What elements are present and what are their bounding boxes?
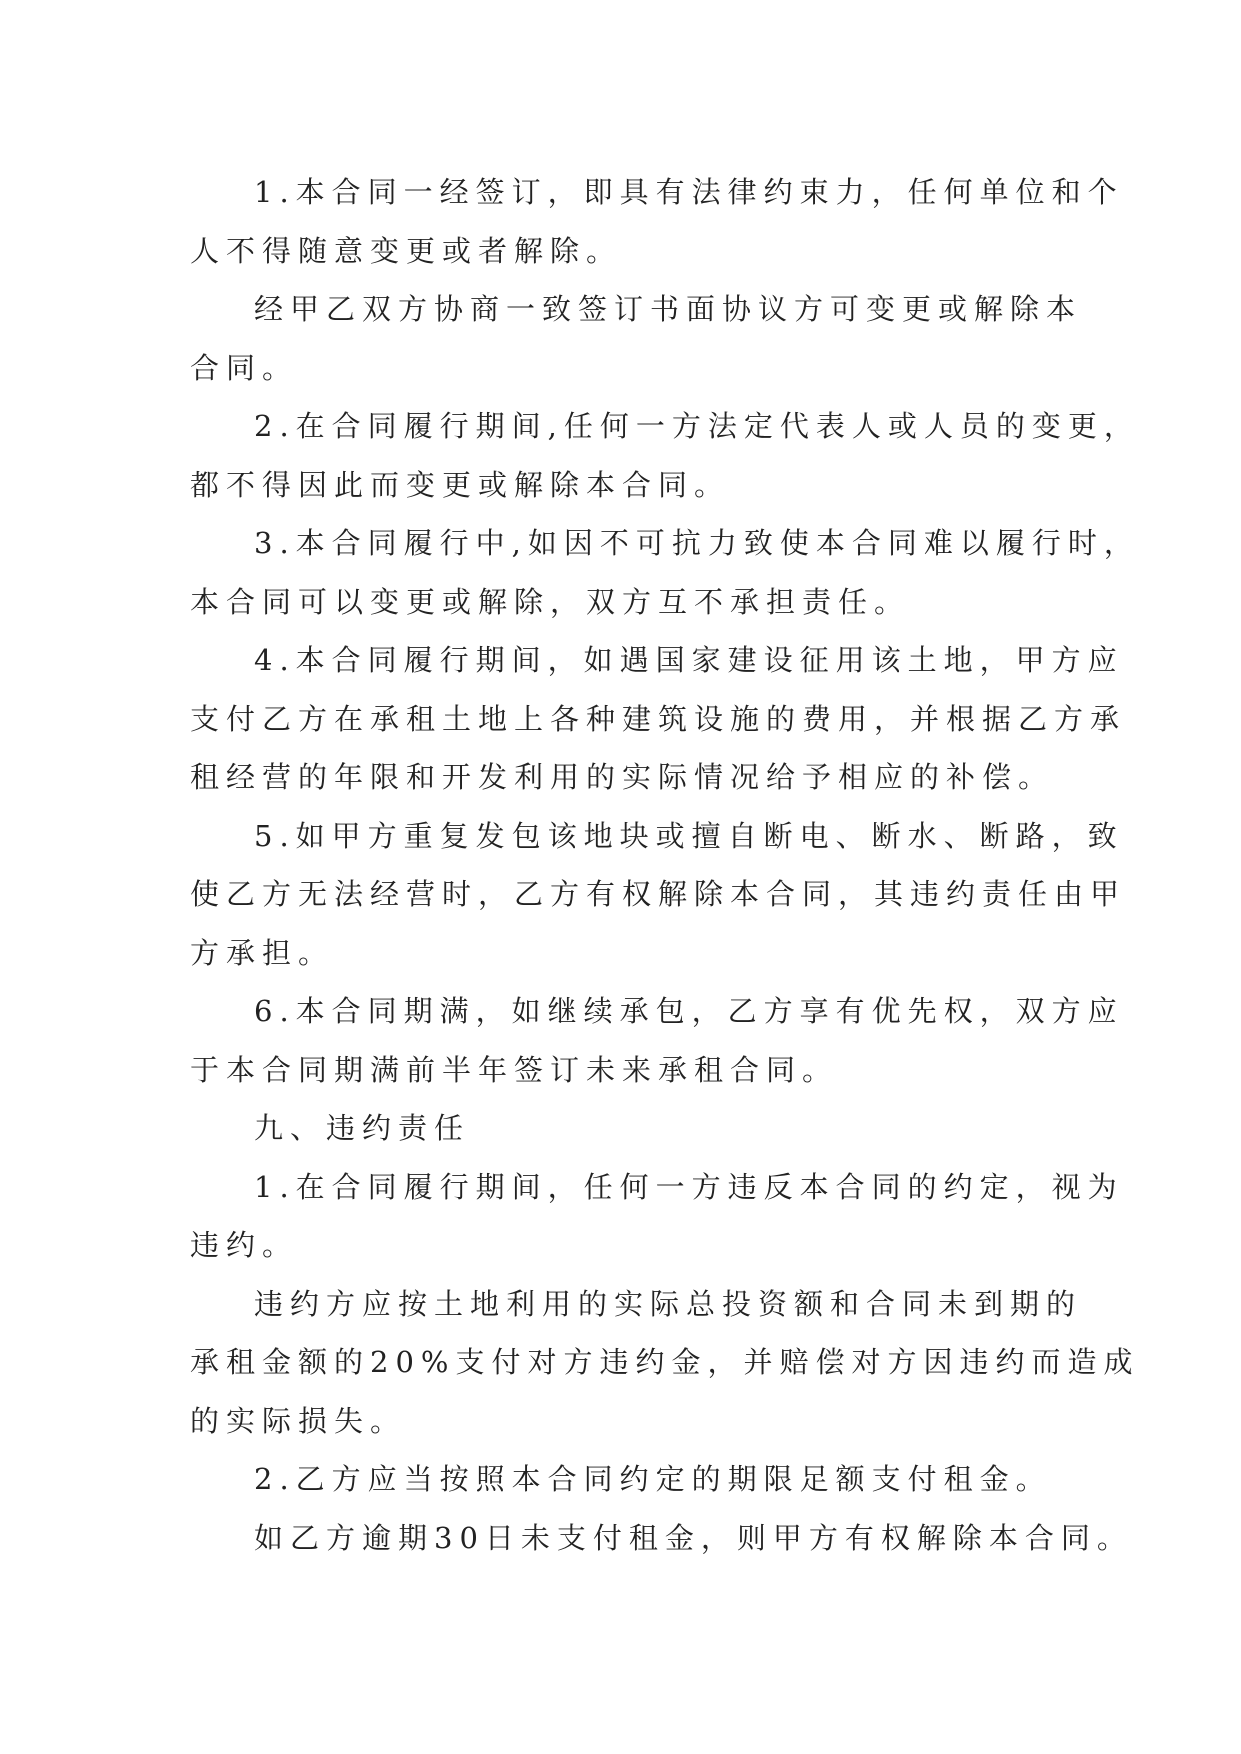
text-line: 的实际损失。 bbox=[190, 1403, 407, 1438]
paragraph-1 bbox=[190, 163, 1124, 280]
section-heading bbox=[190, 1099, 1090, 1158]
text-line: 违约。 bbox=[190, 1228, 299, 1262]
text-line: 违约方应按土地利用的实际总投资额和合同未到期的 bbox=[254, 1286, 1083, 1321]
paragraph-9 bbox=[190, 1158, 1124, 1275]
paragraph-7 bbox=[190, 982, 1124, 1099]
text-line: 2.乙方应当按照本合同约定的期限足额支付租金。 bbox=[254, 1462, 1052, 1496]
paragraph-5 bbox=[190, 631, 1127, 807]
text-line: 支付乙方在承租土地上各种建筑设施的费用，并根据乙方承 bbox=[190, 701, 1127, 736]
text-line: 都不得因此而变更或解除本合同。 bbox=[190, 467, 731, 502]
text-line: 1.本合同一经签订，即具有法律约束力，任何单位和个 bbox=[254, 175, 1124, 209]
text-line: 6.本合同期满，如继续承包，乙方享有优先权，双方应 bbox=[254, 994, 1124, 1028]
text-line: 方承担。 bbox=[190, 935, 335, 970]
text-line: 5.如甲方重复发包该地块或擅自断电、断水、断路，致 bbox=[254, 818, 1124, 853]
text-line: 人不得随意变更或者解除。 bbox=[190, 233, 623, 268]
text-line: 1.在合同履行期间，任何一方违反本合同的约定，视为 bbox=[254, 1169, 1124, 1204]
document-body bbox=[190, 163, 1140, 1567]
text-line: 2.在合同履行期间,任何一方法定代表人或人员的变更， bbox=[254, 409, 1140, 443]
text-line: 经甲乙双方协商一致签订书面协议方可变更或解除本 bbox=[254, 292, 1083, 326]
text-line: 承租金额的20%支付对方违约金，并赔偿对方因违约而造成 bbox=[190, 1345, 1140, 1379]
text-line: 如乙方逾期30日未支付租金，则甲方有权解除本合同。 bbox=[254, 1520, 1133, 1555]
paragraph-11 bbox=[190, 1450, 1090, 1509]
paragraph-12 bbox=[190, 1509, 1133, 1568]
paragraph-2 bbox=[190, 280, 1090, 397]
section-heading-text: 九、违约责任 bbox=[254, 1111, 471, 1145]
text-line: 租经营的年限和开发利用的实际情况给予相应的补偿。 bbox=[190, 760, 1055, 794]
text-line: 本合同可以变更或解除，双方互不承担责任。 bbox=[190, 584, 911, 619]
paragraph-4 bbox=[190, 514, 1140, 631]
text-line: 4.本合同履行期间，如遇国家建设征用该土地，甲方应 bbox=[254, 643, 1124, 677]
text-line: 于本合同期满前半年签订未来承租合同。 bbox=[190, 1052, 839, 1087]
paragraph-10 bbox=[190, 1275, 1140, 1451]
text-line: 3.本合同履行中,如因不可抗力致使本合同难以履行时， bbox=[254, 526, 1140, 560]
paragraph-6 bbox=[190, 807, 1127, 983]
text-line: 使乙方无法经营时，乙方有权解除本合同，其违约责任由甲 bbox=[190, 877, 1127, 911]
paragraph-3 bbox=[190, 397, 1140, 514]
text-line: 合同。 bbox=[190, 350, 299, 385]
